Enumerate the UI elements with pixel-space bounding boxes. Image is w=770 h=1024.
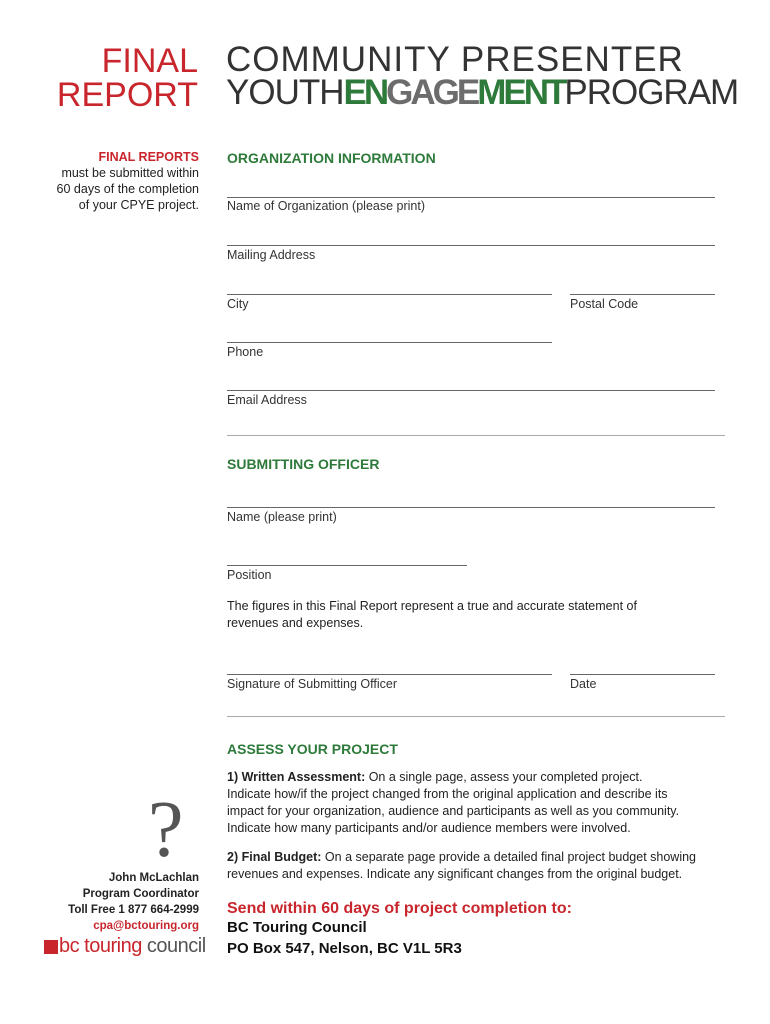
contact-role: Program Coordinator — [82, 888, 199, 900]
date-field[interactable] — [570, 674, 715, 675]
final-budget-text2: revenues and expenses. Indicate any significant changes from the original budget. — [227, 867, 683, 881]
final-budget-text1: On a separate page provide a detailed final project budget showing — [321, 850, 697, 864]
email-field[interactable] — [227, 390, 715, 391]
postal-code-field[interactable] — [570, 294, 715, 295]
contact-phone: Toll Free 1 877 664-2999 — [68, 904, 199, 916]
note-line1: must be submitted within — [61, 166, 199, 180]
contact-name: John McLachlan — [108, 872, 199, 884]
note-heading: FINAL REPORTS — [98, 150, 199, 164]
officer-statement — [227, 598, 727, 632]
send-address-line2: PO Box 547, Nelson, BC V1L 5R3 — [227, 940, 462, 957]
title-program: PROGRAM — [564, 73, 739, 112]
assess-section-title: ASSESS YOUR PROJECT — [227, 741, 398, 757]
written-assessment-heading: 1) Written Assessment: — [227, 770, 366, 784]
title-engagement-c: MENT — [477, 73, 565, 112]
officer-position-field[interactable] — [227, 565, 467, 566]
organization-section-title: ORGANIZATION INFORMATION — [227, 150, 436, 166]
submission-note — [0, 149, 199, 213]
officer-name-label: Name (please print) — [227, 510, 337, 524]
program-title-line1: COMMUNITY PRESENTER — [226, 40, 684, 79]
written-assessment-text2: Indicate how/if the project changed from the original application and describe its — [227, 787, 668, 801]
officer-section-title: SUBMITTING OFFICER — [227, 456, 380, 472]
final-budget-heading: 2) Final Budget: — [227, 850, 322, 864]
mailing-address-field[interactable] — [227, 245, 715, 246]
city-field[interactable] — [227, 294, 552, 295]
logo-text-part2: council — [141, 935, 206, 957]
signature-field[interactable] — [227, 674, 552, 675]
question-mark-icon: ? — [148, 786, 184, 874]
title-engagement-b: GAGE — [386, 73, 478, 112]
logo-text — [59, 935, 206, 958]
logo-square-icon — [44, 940, 58, 954]
report-word: REPORT — [56, 76, 198, 114]
mailing-address-label: Mailing Address — [227, 248, 316, 262]
title-engagement-a: EN — [343, 73, 387, 112]
bc-touring-council-logo — [44, 935, 206, 958]
officer-statement-line1: The figures in this Final Report represent a true and accurate statement of — [227, 599, 637, 613]
signature-label: Signature of Submitting Officer — [227, 677, 397, 691]
section-divider — [227, 716, 725, 717]
organization-name-label: Name of Organization (please print) — [227, 199, 426, 213]
logo-text-part1: bc touring — [59, 935, 142, 957]
officer-statement-line2: revenues and expenses. — [227, 616, 364, 630]
section-divider — [227, 435, 725, 436]
written-assessment-text3: impact for your organization, audience and participants as well as you community. — [227, 804, 680, 818]
email-label: Email Address — [227, 393, 307, 407]
phone-field[interactable] — [227, 342, 552, 343]
note-line2: 60 days of the completion — [56, 182, 199, 196]
written-assessment-text4: Indicate how many participants and/or audience members were involved. — [227, 821, 631, 835]
send-address-line1: BC Touring Council — [227, 919, 367, 936]
date-label: Date — [570, 677, 597, 691]
send-title: Send within 60 days of project completion to: — [227, 900, 572, 917]
final-budget — [227, 849, 727, 883]
officer-position-label: Position — [227, 568, 272, 582]
written-assessment — [227, 769, 727, 837]
program-title-line2 — [226, 75, 738, 111]
contact-email[interactable]: cpa@bctouring.org — [93, 920, 199, 932]
title-youth: YOUTH — [226, 73, 344, 112]
title-engagement — [344, 73, 565, 112]
city-label: City — [227, 297, 249, 311]
note-line3: of your CPYE project. — [78, 198, 199, 212]
phone-label: Phone — [227, 345, 264, 359]
final-report-title — [57, 44, 198, 112]
officer-name-field[interactable] — [227, 507, 715, 508]
postal-code-label: Postal Code — [570, 297, 639, 311]
organization-name-field[interactable] — [227, 197, 715, 198]
contact-block — [0, 870, 199, 934]
final-word: FINAL — [101, 42, 198, 80]
written-assessment-text1: On a single page, assess your completed project. — [365, 770, 643, 784]
